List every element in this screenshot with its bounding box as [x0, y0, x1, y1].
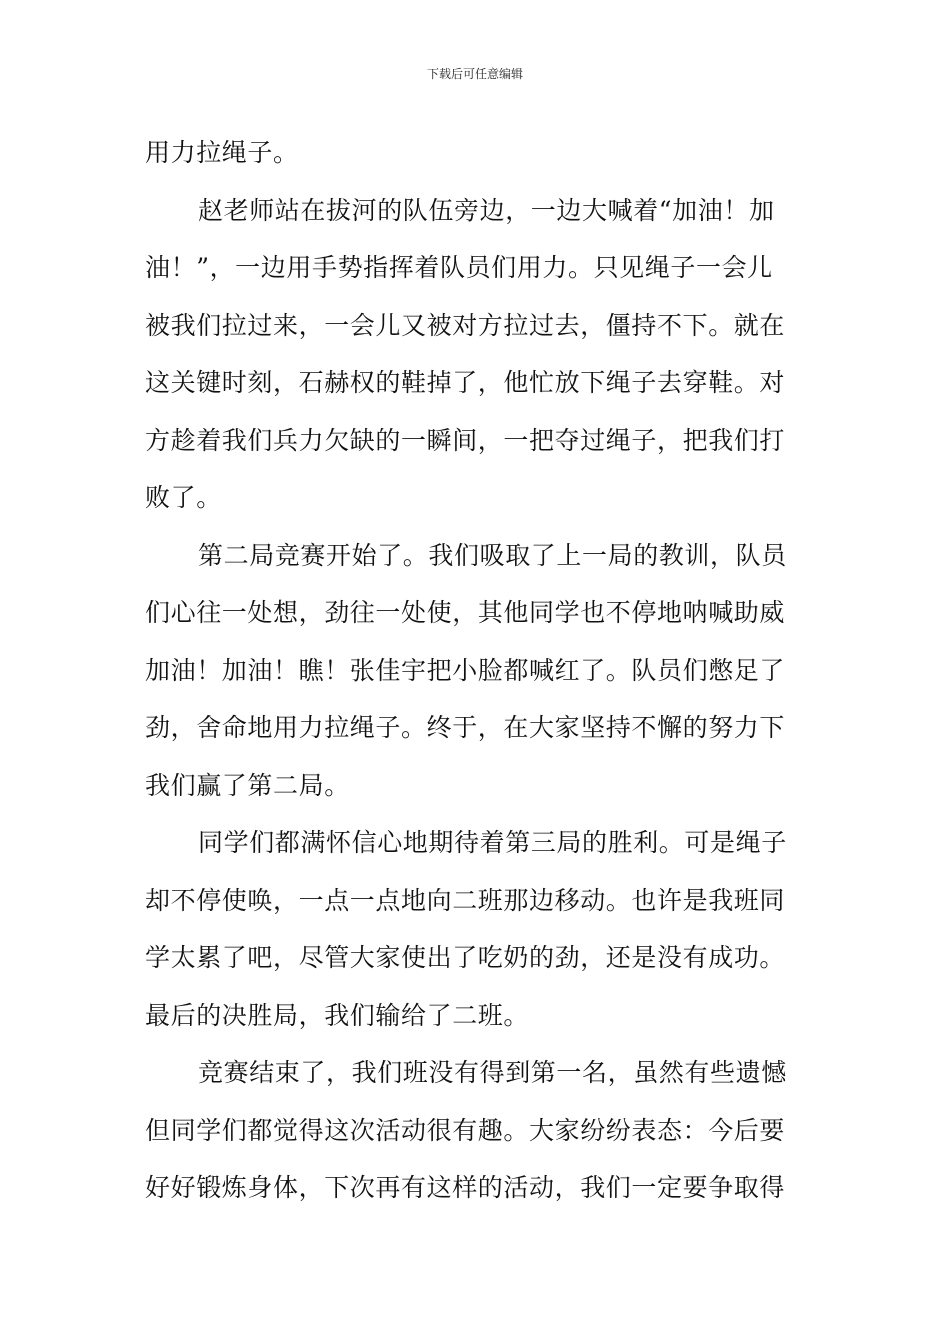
text-line: 却不停使唤，一点一点地向二班那边移动。也许是我班同	[145, 885, 786, 915]
text-line: 败了。	[145, 483, 222, 512]
text-line: 最后的决胜局，我们输给了二班。	[145, 1000, 530, 1030]
text-line: 加油！加油！瞧！张佳宇把小脸都喊红了。队员们憋足了	[145, 655, 786, 685]
text-line: 被我们拉过来，一会儿又被对方拉过去，僵持不下。就在	[145, 310, 786, 340]
text-line: 用力拉绳子。	[145, 138, 299, 167]
paragraph-start-line: 竞赛结束了，我们班没有得到第一名，虽然有些遗憾	[198, 1058, 787, 1087]
text-line: 油！”，一边用手势指挥着队员们用力。只见绳子一会儿	[145, 253, 773, 282]
text-line: 我们赢了第二局。	[145, 770, 350, 800]
text-line: 方趁着我们兵力欠缺的一瞬间，一把夺过绳子，把我们打	[145, 425, 786, 455]
paragraph-start-line: 赵老师站在拔河的队伍旁边，一边大喊着“加油！加	[198, 195, 775, 225]
document-body	[145, 124, 809, 1217]
text-line: 们心往一处想，劲往一处使，其他同学也不停地呐喊助威	[145, 598, 786, 627]
paragraph-start-line: 同学们都满怀信心地期待着第三局的胜利。可是绳子	[198, 828, 787, 857]
text-line: 这关键时刻，石赫权的鞋掉了，他忙放下绳子去穿鞋。对	[145, 368, 786, 397]
text-line: 但同学们都觉得这次活动很有趣。大家纷纷表态：今后要	[145, 1115, 786, 1145]
text-line: 劲，舍命地用力拉绳子。终于，在大家坚持不懈的努力下	[145, 713, 786, 742]
text-line: 好好锻炼身体，下次再有这样的活动，我们一定要争取得	[145, 1173, 786, 1202]
page-header: 下载后可任意编辑	[426, 67, 523, 81]
text-line: 学太累了吧，尽管大家使出了吃奶的劲，还是没有成功。	[145, 943, 786, 972]
paragraph-start-line: 第二局竞赛开始了。我们吸取了上一局的教训，队员	[198, 540, 787, 570]
